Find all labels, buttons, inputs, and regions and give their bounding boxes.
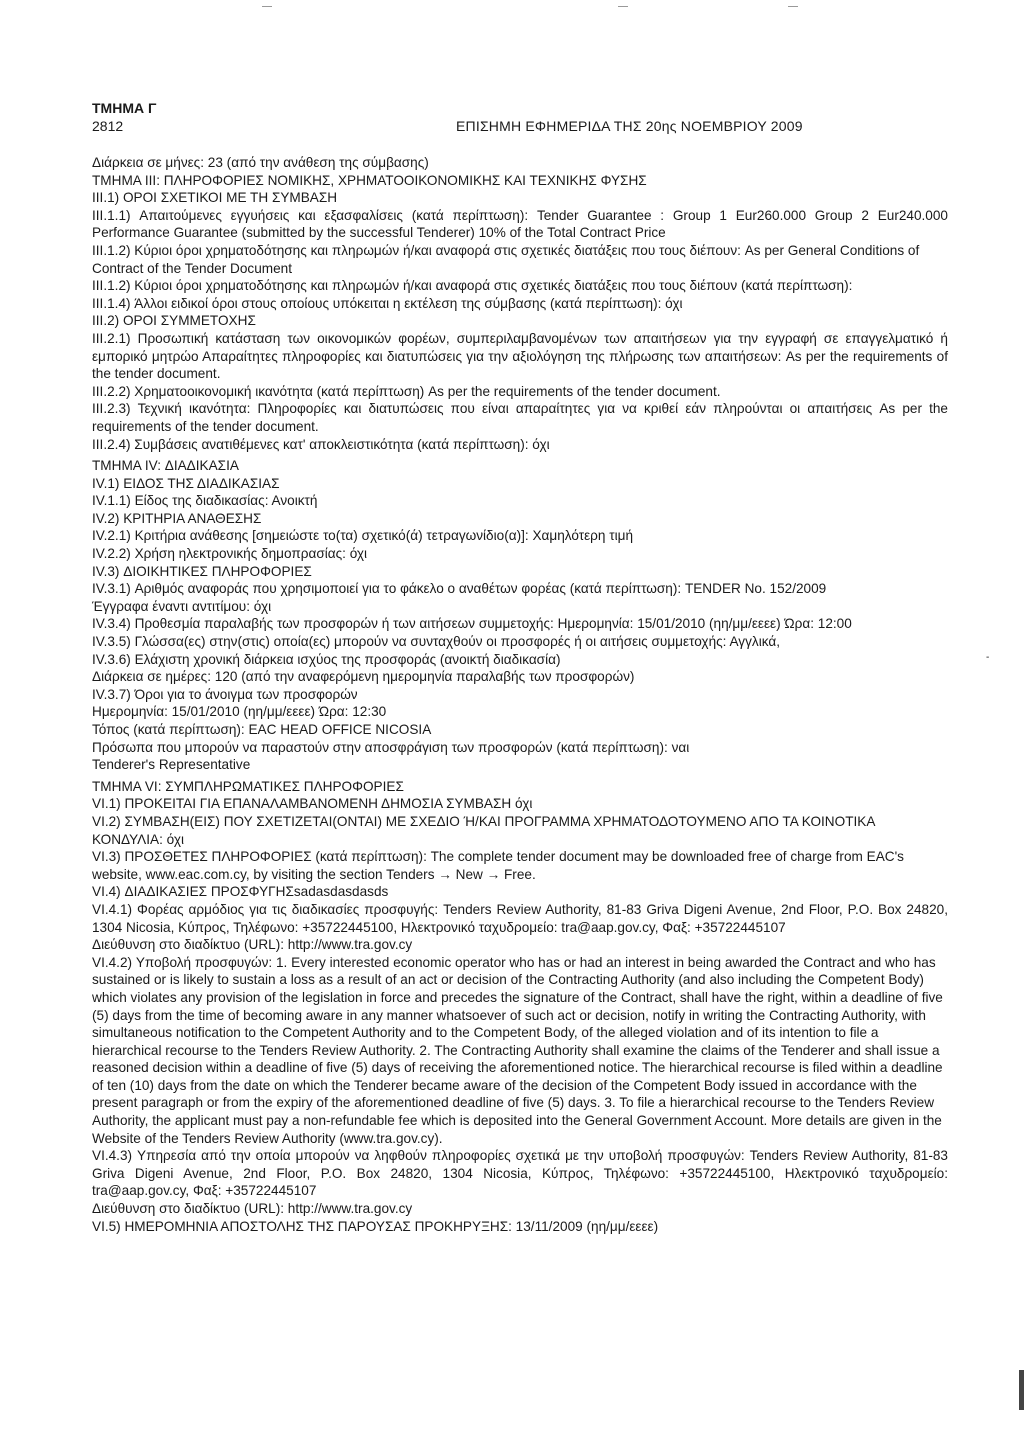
paragraph: III.1.1) Απαιτούμενες εγγυήσεις και εξασφαλίσεις (κατά περίπτωση): Tender Guarantee : Group 1 Eur260.000 Group 2 Eur240.000 Performance Guarantee (submitted by the successful Tenderer) 10% of the Total Contract Price <box>92 207 948 241</box>
subsection-heading: VI.1) ΠΡΟΚΕΙΤΑΙ ΓΙΑ ΕΠΑΝΑΛΑΜΒΑΝΟΜΕΝΗ ΔΗΜΟΣΙΑ ΣΥΜΒΑΣΗ όχι <box>92 796 533 812</box>
paragraph: Ημερομηνία: 15/01/2010 (ηη/μμ/εεεε) Ώρα: 12:30 <box>92 704 387 720</box>
paragraph: Πρόσωπα που μπορούν να παραστούν στην αποσφράγιση των προσφορών (κατά περίπτωση): ναι <box>92 739 690 755</box>
subsection-heading: III.2) ΟΡΟΙ ΣΥΜΜΕΤΟΧΗΣ <box>92 313 256 329</box>
paragraph: IV.2.2) Χρήση ηλεκτρονικής δημοπρασίας: όχι <box>92 546 368 562</box>
paragraph: VI.3) ΠΡΟΣΘΕΤΕΣ ΠΛΗΡΟΦΟΡΙΕΣ (κατά περίπτωση): The complete tender document may be downloaded free of charge from EAC's website, www.eac.com.cy, by visiting the section Tenders → New → Free. <box>92 849 904 882</box>
subsection-heading: VI.4) ΔΙΑΔΙΚΑΣΙΕΣ ΠΡΟΣΦΥΓΗΣsadasdasdasds <box>92 884 389 900</box>
paragraph: Διάρκεια σε ημέρες: 120 (από την αναφερόμενη ημερομηνία παραλαβής των προσφορών) <box>92 669 635 685</box>
paragraph: IV.1.1) Είδος της διαδικασίας: Ανοικτή <box>92 493 318 509</box>
page-number: 2812 <box>92 118 124 134</box>
paragraph: IV.3.5) Γλώσσα(ες) στην(στις) οποία(ες) μπορούν να συνταχθούν οι προσφορές ή οι αιτήσεις συμμετοχής: Αγγλικά, <box>92 634 780 650</box>
edge-mark <box>1019 1370 1024 1410</box>
section-heading: ΤΜΗΜΑ VI: ΣΥΜΠΛΗΡΩΜΑΤΙΚΕΣ ΠΛΗΡΟΦΟΡΙΕΣ <box>92 778 404 794</box>
document-body <box>92 154 948 1235</box>
paragraph: VI.2) ΣΥΜΒΑΣΗ(ΕΙΣ) ΠΟΥ ΣΧΕΤΙΖΕΤΑΙ(ΟΝΤΑΙ) ΜΕ ΣΧΕΔΙΟ Ή/ΚΑΙ ΠΡΟΓΡΑΜΜΑ ΧΡΗΜΑΤΟΔΟΤΟΥΜΕΝΟ ΑΠΟ ΤΑ ΚΟΙΝΟΤΙΚΑ ΚΟΝΔΥΛΙΑ: όχι <box>92 813 875 847</box>
section-heading: ΤΜΗΜΑ III: ΠΛΗΡΟΦΟΡΙΕΣ ΝΟΜΙΚΗΣ, ΧΡΗΜΑΤΟΟΙΚΟΝΟΜΙΚΗΣ ΚΑΙ ΤΕΧΝΙΚΗΣ ΦΥΣΗΣ <box>92 172 647 188</box>
paragraph: Διεύθυνση στο διαδίκτυο (URL): http://www.tra.gov.cy <box>92 1201 413 1217</box>
subsection-heading: IV.1) ΕΙΔΟΣ ΤΗΣ ΔΙΑΔΙΚΑΣΙΑΣ <box>92 475 280 491</box>
paragraph: VI.4.1) Φορέας αρμόδιος για τις διαδικασίες προσφυγής: Tenders Review Authority, 81-83 Griva Digeni Avenue, 2nd Floor, P.O. Box 24820, 1304 Nicosia, Κύπρος, Τηλέφωνο: +35722445100, Ηλεκτρονικό ταχυδρομείο: tra@aap.gov.cy, Φαξ: +35722445107 <box>92 901 948 935</box>
paragraph: III.1.2) Κύριοι όροι χρηματοδότησης και πληρωμών ή/και αναφορά στις σχετικές διατάξεις που τους διέπουν (κατά περίπτωση): <box>92 278 853 294</box>
paragraph: Τόπος (κατά περίπτωση): EAC HEAD OFFICE NICOSIA <box>92 722 432 737</box>
scan-mark <box>262 6 272 7</box>
gazette-header: ΕΠΙΣΗΜΗ ΕΦΗΜΕΡΙΔΑ ΤΗΣ 20ης ΝΟΕΜΒΡΙΟΥ 2009 <box>456 118 803 134</box>
paragraph: IV.3.1) Αριθμός αναφοράς που χρησιμοποιεί για το φάκελο ο αναθέτων φορέας (κατά περίπτωση): TENDER No. 152/2009 <box>92 581 827 597</box>
section-heading: ΤΜΗΜΑ IV: ΔΙΑΔΙΚΑΣΙΑ <box>92 458 239 474</box>
section-tag: ΤΜΗΜΑ Γ <box>92 100 157 116</box>
paragraph: IV.3.7) Όροι για το άνοιγμα των προσφορών <box>92 686 358 702</box>
paragraph: VI.4.3) Υπηρεσία από την οποία μπορούν να ληφθούν πληροφορίες σχετικά με την υποβολή προσφυγών: Tenders Review Authority, 81-83 Griva Digeni Avenue, 2nd Floor, P.O. Box 24820, 1304 Nicosia, Κύπρος, Τηλέφωνο: +35722445100, Ηλεκτρονικό ταχυδρομείο: tra@aap.gov.cy, Φαξ: +35722445107 <box>92 1148 948 1199</box>
paragraph: III.2.4) Συμβάσεις ανατιθέμενες κατ' αποκλειστικότητα (κατά περίπτωση): όχι <box>92 436 550 452</box>
paragraph: VI.4.2) Υποβολή προσφυγών: 1. Every interested economic operator who has or had an interest in being awarded the Contract and who has sustained or is likely to sustain a loss as a result of an act or decision of the Contracting Authority (and also including the Competent Body) which violates any provision of the legislation in force and precedes the signature of the Contract, shall have the right, within a deadline of five (5) days from the time of becoming aware in any manner whatsoever of such act or decision, notify in writing the Contracting Authority, with simultaneous notification to the Competent Authority and to the Competent Body, of the alleged violation and of its intention to file a hierarchical recourse to the Tenders Review Authority. 2. The Contracting Authority shall examine the claims of the Tenderer and shall issue a reasoned decision within a deadline of five (5) days of receiving the aforementioned notice. The hierarchical recourse is filed within a deadline of ten (10) days from the date on which the Tenderer became aware of the decision of the Competent Body issued in accordance with the present paragraph or from the expiry of the aforementioned deadline of five (5) days. 3. To file a hierarchical recourse to the Tenders Review Authority, the applicant must pay a non-refundable fee which is deposited into the General Government Account. More details are given in the Website of the Tenders Review Authority (www.tra.gov.cy). <box>92 954 943 1146</box>
scan-mark <box>788 6 798 7</box>
paragraph: IV.3.4) Προθεσμία παραλαβής των προσφορών ή των αιτήσεων συμμετοχής: Ημερομηνία: 15/01/2010 (ηη/μμ/εεεε) Ώρα: 12:00 <box>92 616 852 632</box>
scan-mark <box>618 6 628 7</box>
subsection-heading: IV.2) ΚΡΙΤΗΡΙΑ ΑΝΑΘΕΣΗΣ <box>92 510 262 526</box>
subsection-heading: III.1) ΟΡΟΙ ΣΧΕΤΙΚΟΙ ΜΕ ΤΗ ΣΥΜΒΑΣΗ <box>92 190 338 206</box>
paragraph: Tenderer's Representative <box>92 757 251 773</box>
paragraph: III.1.2) Κύριοι όροι χρηματοδότησης και πληρωμών ή/και αναφορά στις σχετικές διατάξεις που τους διέπουν: As per General Conditions of Contract of the Tender Document <box>92 242 920 276</box>
paragraph: Διεύθυνση στο διαδίκτυο (URL): http://www.tra.gov.cy <box>92 937 413 953</box>
scan-speck: - <box>986 652 990 663</box>
paragraph: III.2.2) Χρηματοοικονομική ικανότητα (κατά περίπτωση) As per the requirements of the tender document. <box>92 383 721 399</box>
paragraph: IV.2.1) Κριτήρια ανάθεσης [σημειώστε το(τα) σχετικό(ά) τετραγωνίδιο(α)]: Χαμηλότερη τιμή <box>92 528 634 544</box>
paragraph: III.1.4) Άλλοι ειδικοί όροι στους οποίους υπόκειται η εκτέλεση της σύμβασης (κατά περίπτωση): όχι <box>92 295 683 311</box>
paragraph: VI.5) ΗΜΕΡΟΜΗΝΙΑ ΑΠΟΣΤΟΛΗΣ ΤΗΣ ΠΑΡΟΥΣΑΣ ΠΡΟΚΗΡΥΞΗΣ: 13/11/2009 (ηη/μμ/εεεε) <box>92 1218 659 1234</box>
paragraph: Έγγραφα έναντι αντιτίμου: όχι <box>92 598 272 614</box>
paragraph: Διάρκεια σε μήνες: 23 (από την ανάθεση της σύμβασης) <box>92 155 429 170</box>
paragraph: III.2.3) Τεχνική ικανότητα: Πληροφορίες και διατυπώσεις που είναι απαραίτητες για να κριθεί εάν πληρούνται οι απαιτήσεις As per the requirements of the tender document. <box>92 401 948 434</box>
paragraph: III.2.1) Προσωπική κατάσταση των οικονομικών φορέων, συμπεριλαμβανομένων των απαιτήσεων για την εγγραφή σε επαγγελματικό ή εμπορικό μητρώο Απαραίτητες πληροφορίες και διατυπώσεις για την αξιολόγηση της πλήρωσης των απαιτήσεων: As per the requirements of the tender document. <box>92 330 948 382</box>
subsection-heading: IV.3) ΔΙΟΙΚΗΤΙΚΕΣ ΠΛΗΡΟΦΟΡΙΕΣ <box>92 563 312 579</box>
paragraph: IV.3.6) Ελάχιστη χρονική διάρκεια ισχύος της προσφοράς (ανοικτή διαδικασία) <box>92 651 561 667</box>
